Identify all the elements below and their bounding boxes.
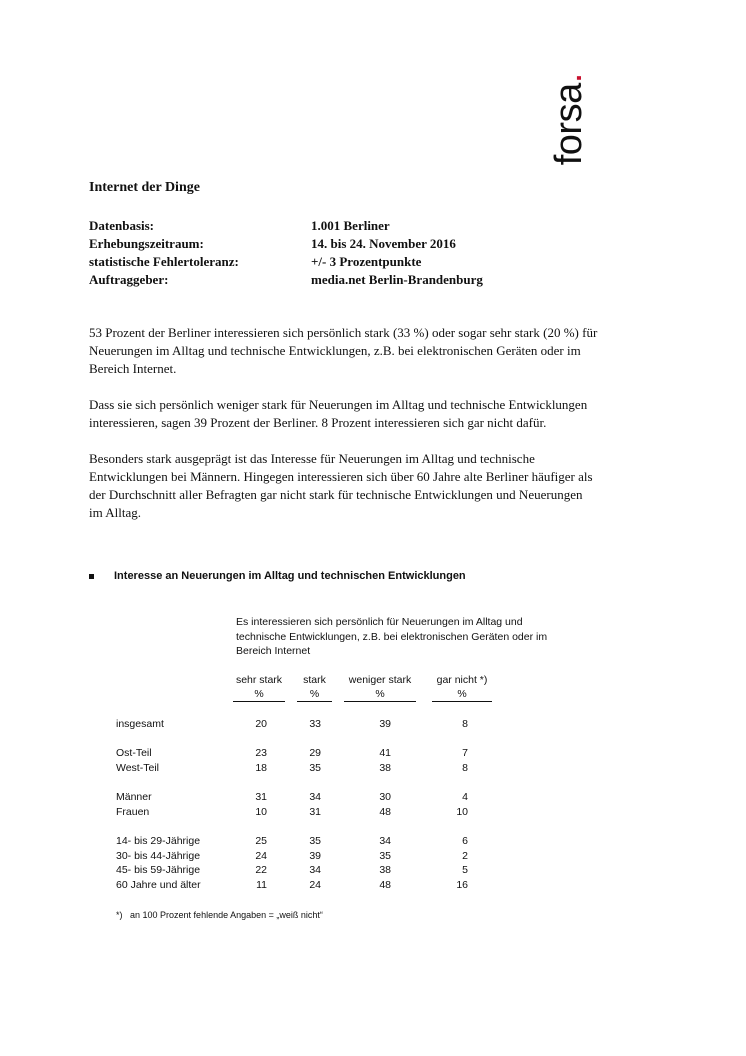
cell: 11 bbox=[256, 879, 267, 891]
row-label: 30- bis 44-Jährige bbox=[116, 850, 201, 862]
cell: 8 bbox=[462, 762, 468, 774]
meta-row bbox=[89, 271, 483, 289]
logo-text: forsa bbox=[548, 83, 590, 166]
cell: 10 bbox=[456, 806, 468, 818]
cell: 7 bbox=[462, 747, 468, 759]
cell: 25 bbox=[255, 835, 267, 847]
cell: 22 bbox=[255, 864, 267, 876]
cell: 35 bbox=[309, 835, 321, 847]
meta-value: +/- 3 Prozentpunkte bbox=[311, 254, 422, 269]
row-label: West-Teil bbox=[116, 762, 159, 774]
meta-row bbox=[89, 253, 483, 271]
row-label: 14- bis 29-Jährige bbox=[116, 835, 201, 847]
footnote bbox=[116, 910, 323, 920]
cell: 20 bbox=[255, 718, 267, 730]
row-label: insgesamt bbox=[116, 718, 164, 730]
meta-block bbox=[89, 217, 483, 289]
cell: 16 bbox=[456, 879, 468, 891]
row-label: 60 Jahre und älter bbox=[116, 879, 201, 891]
cell: 35 bbox=[309, 762, 321, 774]
cell: 39 bbox=[309, 850, 321, 862]
column-label: gar nicht *) bbox=[436, 674, 488, 686]
cell: 24 bbox=[309, 879, 321, 891]
column-unit: % bbox=[233, 687, 285, 702]
row-label: 45- bis 59-Jährige bbox=[116, 864, 201, 876]
meta-label: Datenbasis: bbox=[89, 218, 155, 233]
paragraph: Besonders stark ausgeprägt ist das Interesse für Neuerungen im Alltag und technische Entwicklungen bei Männern. Hingegen interessieren sich über 60 Jahre alte Berliner häufiger als der Durchschnitt aller Befragten gar nicht stark für technische Entwicklungen und Neuerungen im Alltag. bbox=[89, 451, 593, 520]
cell: 10 bbox=[255, 806, 267, 818]
cell: 30 bbox=[379, 791, 391, 803]
column-unit: % bbox=[297, 687, 332, 702]
row-label: Ost-Teil bbox=[116, 747, 152, 759]
cell: 33 bbox=[309, 718, 321, 730]
meta-row bbox=[89, 235, 483, 253]
paragraph: 53 Prozent der Berliner interessieren sich persönlich stark (33 %) oder sogar sehr stark (20 %) für Neuerungen im Alltag und technische Entwicklungen, z.B. bei elektronischen Geräten oder im Bereich Internet. bbox=[89, 325, 598, 376]
cell: 2 bbox=[462, 850, 468, 862]
paragraph: Dass sie sich persönlich weniger stark für Neuerungen im Alltag und technische Entwicklungen interessieren, sagen 39 Prozent der Berliner. 8 Prozent interessieren sich gar nicht dafür. bbox=[89, 397, 588, 430]
logo-dot: . bbox=[548, 72, 590, 84]
cell: 4 bbox=[462, 791, 468, 803]
cell: 8 bbox=[462, 718, 468, 730]
footnote-text: an 100 Prozent fehlende Angaben = „weiß nicht“ bbox=[130, 910, 323, 920]
column-header bbox=[297, 673, 332, 702]
page-title: Internet der Dinge bbox=[89, 180, 200, 195]
cell: 5 bbox=[462, 864, 468, 876]
section-heading bbox=[89, 570, 466, 582]
column-label: weniger stark bbox=[348, 674, 412, 686]
column-label: stark bbox=[303, 674, 326, 686]
meta-label: Erhebungszeitraum: bbox=[89, 236, 204, 251]
meta-value: media.net Berlin-Brandenburg bbox=[311, 272, 483, 287]
cell: 23 bbox=[255, 747, 267, 759]
cell: 34 bbox=[309, 864, 321, 876]
cell: 48 bbox=[379, 879, 391, 891]
cell: 34 bbox=[379, 835, 391, 847]
cell: 48 bbox=[379, 806, 391, 818]
cell: 38 bbox=[379, 864, 391, 876]
cell: 31 bbox=[309, 806, 321, 818]
meta-value: 1.001 Berliner bbox=[311, 218, 390, 233]
cell: 18 bbox=[255, 762, 267, 774]
section-title: Interesse an Neuerungen im Alltag und technischen Entwicklungen bbox=[114, 570, 466, 582]
cell: 6 bbox=[462, 835, 468, 847]
cell: 24 bbox=[255, 850, 267, 862]
row-label: Frauen bbox=[116, 806, 150, 818]
cell: 41 bbox=[379, 747, 391, 759]
cell: 29 bbox=[309, 747, 321, 759]
bullet-icon bbox=[89, 574, 94, 579]
meta-label: statistische Fehlertoleranz: bbox=[89, 254, 239, 269]
meta-value: 14. bis 24. November 2016 bbox=[311, 236, 456, 251]
body-text bbox=[89, 324, 599, 540]
meta-row bbox=[89, 217, 483, 235]
row-label: Männer bbox=[116, 791, 152, 803]
column-unit: % bbox=[432, 687, 492, 702]
column-label: sehr stark bbox=[235, 674, 283, 686]
cell: 38 bbox=[379, 762, 391, 774]
column-header bbox=[432, 673, 492, 702]
column-header bbox=[233, 673, 285, 702]
meta-label: Auftraggeber: bbox=[89, 272, 169, 287]
cell: 34 bbox=[309, 791, 321, 803]
cell: 39 bbox=[379, 718, 391, 730]
cell: 31 bbox=[255, 791, 267, 803]
cell: 35 bbox=[379, 850, 391, 862]
table-intro: Es interessieren sich persönlich für Neuerungen im Alltag und technische Entwicklungen, z.B. bei elektronischen Geräten oder im Bereich Internet bbox=[236, 616, 548, 657]
footnote-mark: *) bbox=[116, 910, 123, 920]
column-unit: % bbox=[344, 687, 416, 702]
forsa-logo bbox=[545, 69, 593, 169]
column-header bbox=[344, 673, 416, 702]
